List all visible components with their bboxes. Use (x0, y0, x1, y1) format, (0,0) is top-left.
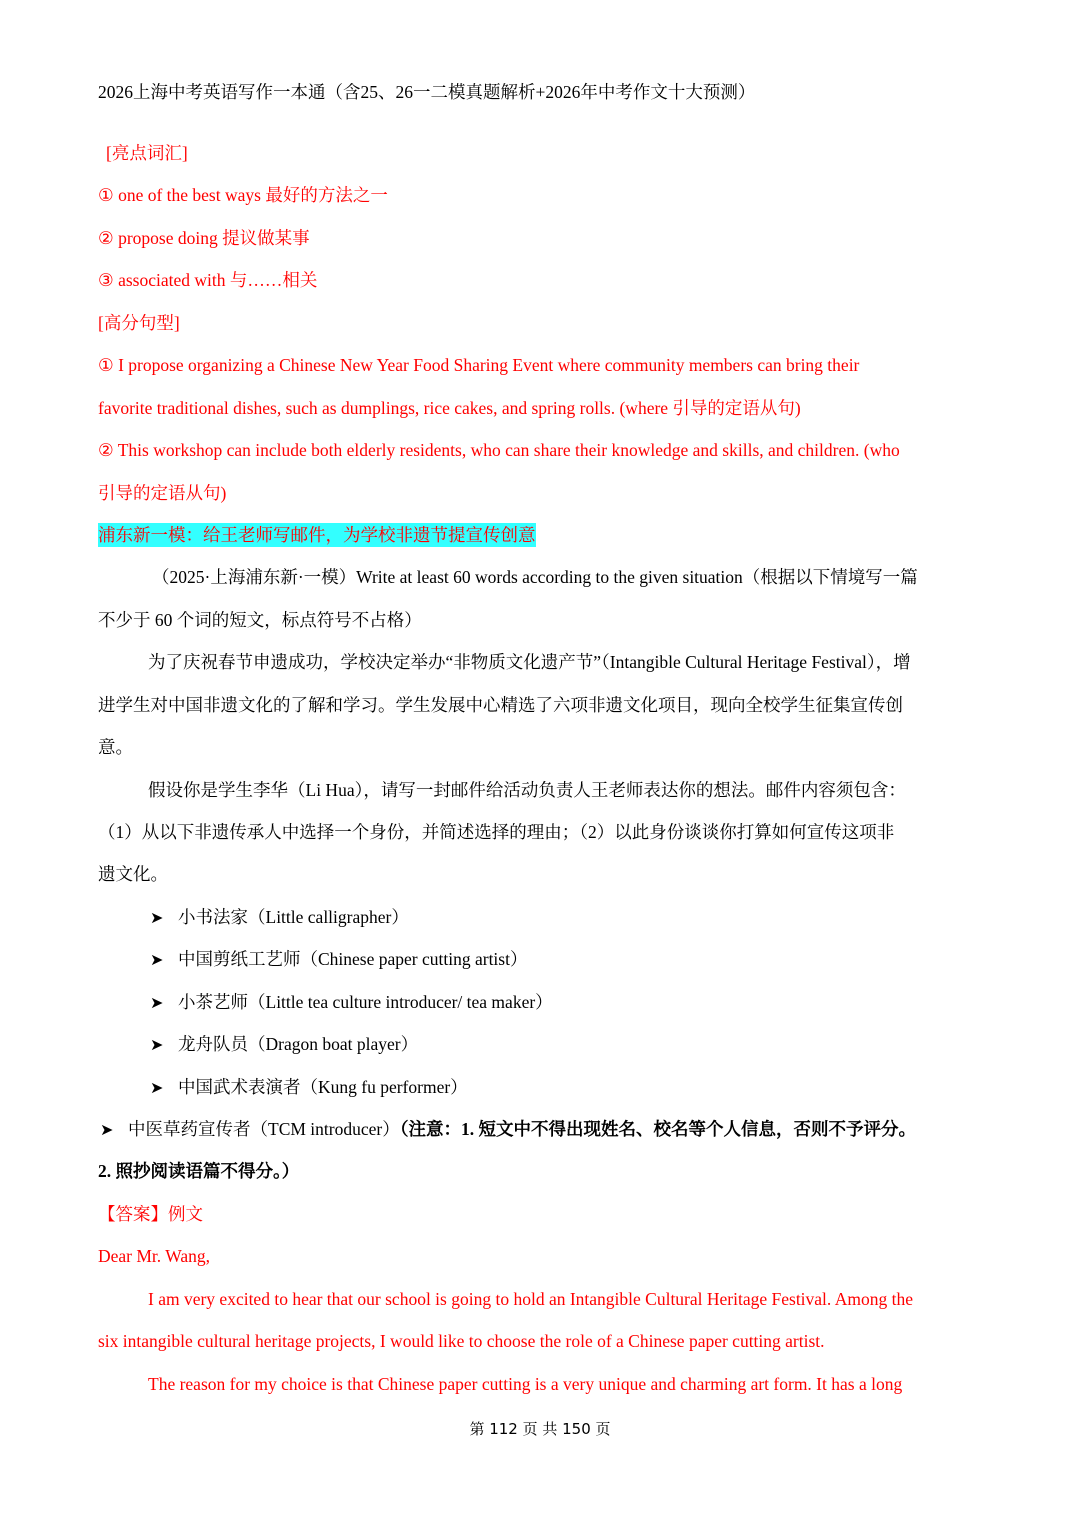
note-text: （注意：1. 短文中不得出现姓名、校名等个人信息，否则不予评分。 (399, 1119, 916, 1139)
sentence-line: ① I propose organizing a Chinese New Year Food Sharing Event where community members can bring their (98, 355, 860, 375)
arrow-bullet-icon: ➤ (150, 995, 164, 1012)
vocab-title: [亮点词汇] (106, 143, 188, 163)
prompt-line: （2025·上海浦东新·一模）Write at least 60 words according to the given situation（根据以下情境写一篇 (152, 567, 918, 587)
option-item: ➤ 中国剪纸工艺师（Chinese paper cutting artist） (150, 947, 1034, 973)
document-header: 2026上海中考英语写作一本通（含25、26一二模真题解析+2026年中考作文十大预测） (98, 82, 756, 102)
sentence-line: 引导的定语从句) (98, 483, 227, 503)
vocab-item: ① one of the best ways 最好的方法之一 (98, 185, 388, 205)
prompt-line: 不少于 60 个词的短文，标点符号不占格） (98, 610, 422, 630)
essay-line: I am very excited to hear that our school is going to hold an Intangible Cultural Heritage Festival. Among the (148, 1289, 913, 1309)
option-item-last: ➤ 中医草药宣传者（TCM introducer）（注意：1. 短文中不得出现姓名、校名等个人信息，否则不予评分。 (100, 1117, 984, 1143)
answer-label: 【答案】例文 (98, 1204, 203, 1224)
option-item: ➤ 中国武术表演者（Kung fu performer） (150, 1075, 1034, 1101)
vocab-item: ② propose doing 提议做某事 (98, 228, 310, 248)
arrow-bullet-icon: ➤ (150, 1037, 164, 1054)
prompt-line: 进学生对中国非遗文化的了解和学习。学生发展中心精选了六项非遗文化项目，现向全校学生征集宣传创 (98, 695, 903, 715)
prompt-line: 假设你是学生李华（Li Hua），请写一封邮件给活动负责人王老师表达你的想法。邮件内容须包含： (148, 780, 906, 800)
arrow-bullet-icon: ➤ (150, 952, 164, 969)
essay-line: The reason for my choice is that Chinese paper cutting is a very unique and charming art form. It has a long (148, 1374, 903, 1394)
note-text: 2. 照抄阅读语篇不得分。） (98, 1161, 300, 1181)
section-title: 浦东新一模：给王老师写邮件，为学校非遗节提宣传创意 (98, 525, 536, 545)
option-item: ➤ 龙舟队员（Dragon boat player） (150, 1032, 1034, 1058)
sentences-title: [高分句型] (98, 313, 180, 333)
arrow-bullet-icon: ➤ (150, 1080, 164, 1097)
section-title-wrap (98, 523, 982, 547)
option-item: ➤ 小茶艺师（Little tea culture introducer/ tea maker） (150, 990, 1034, 1016)
prompt-line: （1）从以下非遗传承人中选择一个身份，并简述选择的理由；（2）以此身份谈谈你打算如何宣传这项非 (98, 822, 895, 842)
sentence-line: favorite traditional dishes, such as dumplings, rice cakes, and spring rolls. (where 引导的定语从句) (98, 398, 801, 418)
essay-greeting: Dear Mr. Wang, (98, 1246, 210, 1266)
essay-line: six intangible cultural heritage projects, I would like to choose the role of a Chinese paper cutting artist. (98, 1331, 825, 1351)
vocab-item: ③ associated with 与……相关 (98, 270, 318, 290)
arrow-bullet-icon: ➤ (150, 910, 164, 927)
sentence-line: ② This workshop can include both elderly residents, who can share their knowledge and skills, and children. (who (98, 440, 900, 460)
prompt-line: 意。 (98, 737, 133, 757)
option-item: ➤ 小书法家（Little calligrapher） (150, 905, 1034, 931)
prompt-line: 为了庆祝春节申遗成功，学校决定举办“非物质文化遗产节”（Intangible Cultural Heritage Festival），增 (148, 652, 911, 672)
arrow-bullet-icon: ➤ (100, 1122, 114, 1139)
prompt-line: 遗文化。 (98, 864, 168, 884)
page-footer: 第 112 页 共 150 页 (469, 1420, 611, 1438)
